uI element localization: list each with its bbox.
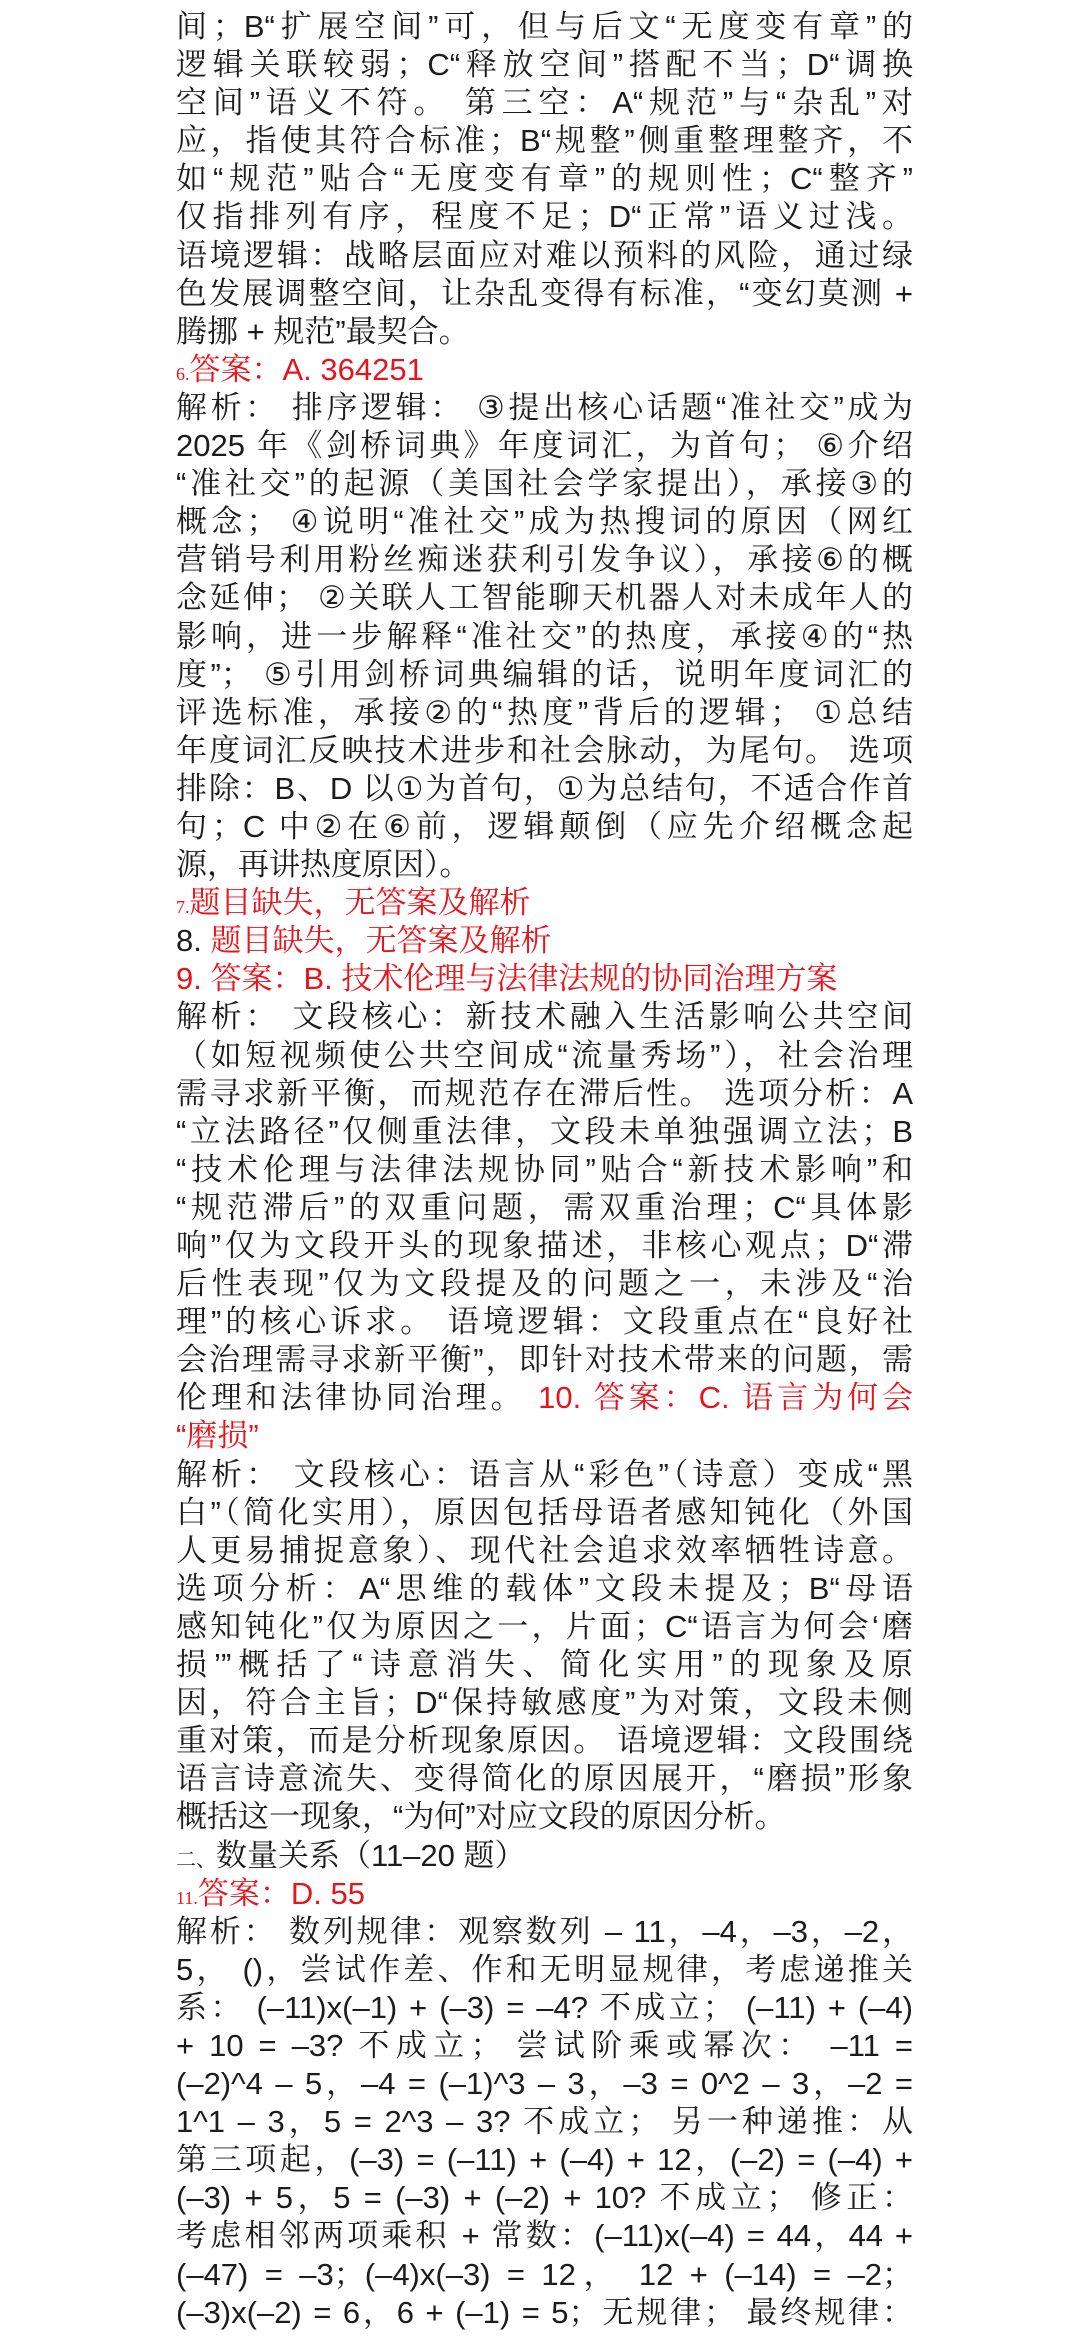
text-line: 后性表现”仅为文段提及的问题之一，未涉及“治 [176, 1266, 913, 1302]
text-line [176, 1417, 913, 1455]
text-line: 会治理需寻求新平衡”，即针对技术带来的问题，需 [176, 1342, 913, 1378]
text-line [176, 1875, 913, 1913]
q5-analysis-continued [176, 8, 913, 351]
text-segment: 8. [176, 923, 211, 959]
text-line: 仅指排列有序，程度不足；D“正常”语义过浅。 [176, 199, 913, 235]
q6-answer [176, 351, 913, 389]
text-line: 2025 年《剑桥词典》年度词汇，为首句； ⑥介绍 [176, 428, 913, 464]
text-line: 腾挪 + 规范”最契合。 [176, 313, 470, 349]
text-line: 语言诗意流失、变得简化的原因展开，“磨损”形象 [176, 1761, 913, 1797]
answer-text: “磨损” [176, 1418, 259, 1454]
answer-text: 题目缺失，无答案及解析 [210, 923, 552, 959]
text-line: 空间”语义不符。 第三空：A“规范”与“杂乱”对 [176, 85, 913, 121]
text-line: 因，符合主旨；D“保持敏感度”为对策，文段未侧 [176, 1685, 913, 1721]
text-line: 响”仅为文段开头的现象描述，非核心观点；D“滞 [176, 1228, 913, 1263]
q10-analysis [176, 1456, 913, 1837]
text-line: “立法路径”仅侧重法律，文段未单独强调立法；B [176, 1113, 913, 1149]
text-line: 选项分析：A“思维的载体”文段未提及；B“母语 [176, 1570, 913, 1606]
answer-text: 10. 答案：C. 语言为何会 [538, 1380, 913, 1416]
text-line: 解析： 文段核心：新技术融入生活影响公共空间 [176, 999, 913, 1035]
text-line [176, 922, 913, 960]
text-line: 解析： 文段核心：语言从“彩色”（诗意）变成“黑 [176, 1456, 913, 1492]
text-line: 如“规范”贴合“无度变有章”的规则性；C“整齐” [176, 161, 913, 197]
text-line: 评选标准，承接②的“热度”背后的逻辑； ①总结 [176, 694, 913, 730]
section-number: 二、 [176, 1848, 216, 1871]
q8-answer [176, 922, 913, 960]
text-line: (–3)x(–2) = 6，6 + (–1) = 5；无规律； 最终规律： [176, 2294, 913, 2330]
question-number: 11. [176, 1887, 198, 1908]
text-line: “规范滞后”的双重问题，需双重治理；C“具体影 [176, 1189, 913, 1225]
q11-answer [176, 1875, 913, 1913]
text-line: 句；C 中②在⑥前，逻辑颠倒（应先介绍概念起 [176, 808, 913, 844]
text-line: 5， ()，尝试作差、作和无明显规律，考虑递推关 [176, 1951, 913, 1987]
text-line: （如短视频使公共空间成“流量秀场”），社会治理 [176, 1037, 913, 1073]
question-number: 6. [176, 363, 190, 384]
answer-text: 答案：D. 55 [197, 1875, 365, 1911]
answer-text: 9. 答案：B. 技术伦理与法律法规的协同治理方案 [176, 961, 838, 997]
text-line: 语境逻辑：战略层面应对难以预料的风险，通过绿 [176, 237, 913, 273]
text-line [176, 1837, 913, 1875]
text-line [176, 960, 913, 998]
text-segment: 伦理和法律协同治理。 [176, 1380, 539, 1416]
q7-answer [176, 884, 913, 922]
text-line: (–3) + 5，5 = (–3) + (–2) + 10? 不成立； 修正： [176, 2180, 913, 2216]
text-line: 理”的核心诉求。 语境逻辑：文段重点在“良好社 [176, 1304, 913, 1340]
text-line: 人更易捕捉意象）、现代社会追求效率牺牲诗意。 [176, 1532, 913, 1568]
text-line: 度”； ⑤引用剑桥词典编辑的话，说明年度词汇的 [176, 656, 913, 692]
text-line: 感知钝化”仅为原因之一，片面；C“语言为何会‘磨 [176, 1608, 913, 1644]
text-line: 源，再讲热度原因）。 [176, 847, 471, 883]
text-segment: 数量关系（11–20 题） [216, 1837, 526, 1873]
document-body [176, 8, 913, 2332]
text-line: 概念； ④说明“准社交”成为热搜词的原因（网红 [176, 504, 913, 540]
text-line [176, 351, 913, 389]
question-number: 7. [176, 897, 190, 918]
text-line: 年度词汇反映技术进步和社会脉动，为尾句。 选项 [176, 732, 913, 768]
text-line: 损’”概括了“诗意消失、简化实用”的现象及原 [176, 1647, 913, 1683]
text-line: 系： (–11)x(–1) + (–3) = –4? 不成立； (–11) + (–4) [176, 1989, 913, 2025]
text-line: 营销号利用粉丝痴迷获利引发争议），承接⑥的概 [176, 542, 913, 578]
text-line: 白”（简化实用），原因包括母语者感知钝化（外国 [176, 1494, 913, 1530]
text-line: 间；B“扩展空间”可，但与后文“无度变有章”的 [176, 9, 913, 44]
text-line: 排除：B、D 以①为首句，①为总结句，不适合作首 [176, 770, 913, 806]
q6-analysis [176, 389, 913, 884]
answer-text: 题目缺失，无答案及解析 [189, 885, 531, 921]
text-line: 应，指使其符合标准；B“规整”侧重整理整齐，不 [176, 123, 913, 159]
text-line: 解析： 排序逻辑： ③提出核心话题“准社交”成为 [176, 389, 913, 425]
text-line: 逻辑关联较弱；C“释放空间”搭配不当；D“调换 [176, 47, 913, 83]
answer-text: 答案：A. 364251 [189, 351, 424, 387]
text-line: 解析： 数列规律：观察数列 – 11，–4，–3，–2， [176, 1913, 913, 1949]
text-line: 影响，进一步解释“准社交”的热度，承接④的“热 [176, 618, 913, 654]
q9-answer [176, 960, 913, 998]
text-line: 1^1 – 3，5 = 2^3 – 3? 不成立； 另一种递推：从 [176, 2104, 913, 2140]
text-line: “准社交”的起源（美国社会学家提出），承接③的 [176, 466, 913, 502]
text-line [176, 884, 913, 922]
text-line: + 10 = –3? 不成立； 尝试阶乘或幂次： –11 = [176, 2027, 913, 2063]
text-line: 考虑相邻两项乘积 + 常数：(–11)x(–4) = 44，44 + [176, 2218, 913, 2254]
section-heading [176, 1837, 913, 1875]
q11-analysis [176, 1913, 913, 2332]
text-line: 念延伸； ②关联人工智能聊天机器人对未成年人的 [176, 580, 913, 616]
text-line: 第三项起，(–3) = (–11) + (–4) + 12，(–2) = (–4) + [176, 2142, 913, 2178]
text-line [176, 1379, 913, 1417]
text-line: (–2)^4 – 5，–4 = (–1)^3 – 3，–3 = 0^2 – 3，–2 = [176, 2066, 913, 2102]
text-line: 色发展调整空间，让杂乱变得有标准，“变幻莫测 + [176, 275, 913, 311]
text-line: “技术伦理与法律法规协同”贴合“新技术影响”和 [176, 1151, 913, 1187]
q9-analysis [176, 998, 913, 1455]
text-line: (–47) = –3；(–4)x(–3) = 12， 12 + (–14) = –2； [176, 2256, 913, 2292]
text-line: 重对策，而是分析现象原因。 语境逻辑：文段围绕 [176, 1723, 913, 1759]
text-line: 概括这一现象，“为何”对应文段的原因分析。 [176, 1799, 786, 1835]
text-line: 需寻求新平衡，而规范存在滞后性。 选项分析：A [176, 1075, 913, 1111]
